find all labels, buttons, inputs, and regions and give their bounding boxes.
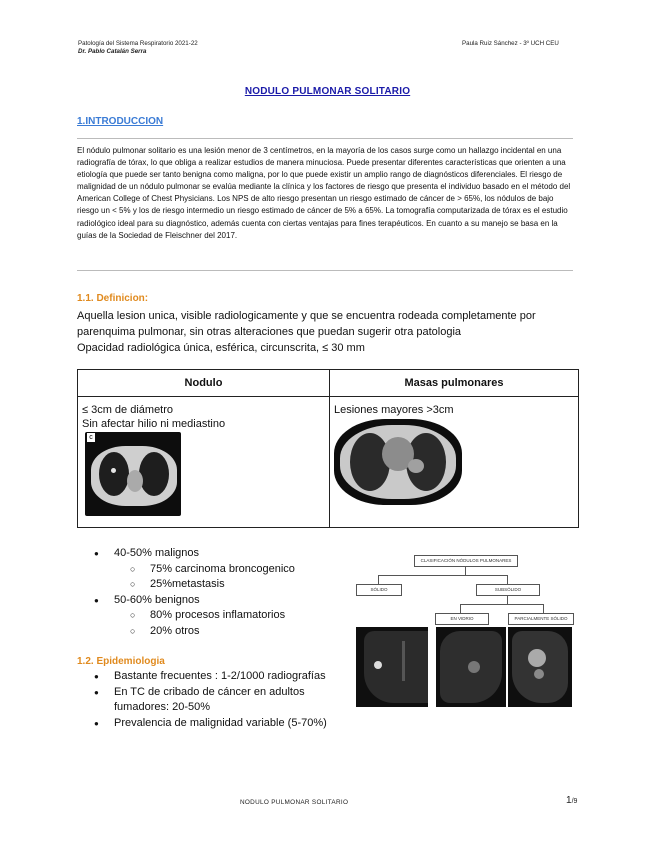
definition-line-2: Opacidad radiológica única, esférica, circunscrita, ≤ 30 mm	[77, 342, 365, 354]
diagram-subsolid-box: SUBSÓLIDO	[476, 584, 540, 596]
student-name: Paula Ruiz Sánchez - 3º UCH CEU	[462, 40, 559, 47]
list-item: ● 40-50% malignos	[92, 546, 352, 562]
list-item: ● Prevalencia de malignidad variable (5-70%)	[92, 716, 350, 732]
nodulo-location-text: Sin afectar hilio ni mediastino	[82, 418, 226, 430]
intro-paragraph: El nódulo pulmonar solitario es una lesión menor de 3 centímetros, en la mayoría de los casos surge como un hallazgo incidental en una radiografía de tórax, lo que obliga a realizar estudios de manera minuciosa. Puede presentar diferentes características que orienten a una etiología que puede ser tanto benigna como maligna, por lo que puede existir un amplio rango de diagnósticos diferenciales. El riesgo de malignidad de un nódulo pulmonar se evalúa mediante la clínica y los factores de riesgo que presenta el individuo basado en el método del American College of Chest Physicians. Los NPS de alto riesgo presentan un riesgo estimado de cáncer de > 65%, los nódulos de bajo riesgo un < 5% y los de riesgo intermedio un riesgo estimado de cáncer de 5% a 65%. La tomografía computarizada de tórax es el estudio radiológico ideal para su diagnóstico, además cuenta con ciertas ventajas para fines terapéuticos. En cuanto a su manejo se basa en la guías de la Sociedad de Fleischner del 2017.	[77, 146, 571, 240]
part-solid-ct-image	[508, 627, 572, 707]
intro-heading: 1.INTRODUCCION	[77, 116, 164, 127]
list-item: ○ 25%metastasis	[92, 577, 352, 593]
current-page: 1	[566, 795, 572, 806]
list-item: ● 50-60% benignos	[92, 593, 352, 609]
list-item: ● En TC de cribado de cáncer en adultos fumadores: 20-50%	[92, 685, 350, 716]
definition-heading: 1.1. Definicion:	[77, 293, 149, 304]
masas-size-text: Lesiones mayores >3cm	[334, 404, 454, 416]
solid-nodule-ct-image	[356, 627, 428, 707]
diagram-ground-glass-box: EN VIDRIO	[435, 613, 489, 625]
image-label: c	[87, 433, 95, 442]
list-item: ○ 80% procesos inflamatorios	[92, 608, 352, 624]
diagram-solid-box: SÓLIDO	[356, 584, 402, 596]
footer-title: NODULO PULMONAR SOLITARIO	[240, 799, 349, 806]
comparison-table	[77, 369, 579, 528]
definition-line-1: Aquella lesion unica, visible radiologicamente y que se encuentra rodeada completamente por parenquima pulmonar, sin otras alteraciones que puedan sugerir otra patologia	[77, 310, 536, 338]
stats-list	[92, 546, 352, 639]
course-name: Patología del Sistema Respiratorio 2021-22	[78, 40, 198, 47]
mass-ct-image	[334, 419, 462, 505]
divider	[77, 270, 573, 271]
page-title: NODULO PULMONAR SOLITARIO	[244, 86, 411, 97]
diagram-part-solid-box: PARCIALMENTE SÓLIDO	[508, 613, 574, 625]
table-cell-nodulo	[78, 397, 330, 528]
definition-text	[77, 308, 577, 356]
nodule-ct-image	[85, 432, 181, 516]
document-header-left	[78, 40, 198, 56]
page-number	[566, 795, 577, 806]
ground-glass-ct-image	[436, 627, 506, 707]
epidemiology-list	[92, 669, 350, 731]
nodulo-size-text: ≤ 3cm de diámetro	[82, 404, 174, 416]
diagram-root-box: CLASIFICACIÓN NÓDULOS PULMONARES	[414, 555, 518, 567]
total-pages: /9	[571, 798, 578, 805]
table-cell-masas	[330, 397, 579, 528]
list-item: ○ 20% otros	[92, 624, 352, 640]
epidemiology-heading: 1.2. Epidemiologia	[77, 656, 165, 667]
list-item: ○ 75% carcinoma broncogenico	[92, 562, 352, 578]
table-header-nodulo: Nodulo	[78, 370, 330, 397]
author-name: Dr. Pablo Catalán Serra	[78, 48, 147, 55]
list-item: ● Bastante frecuentes : 1-2/1000 radiografías	[92, 669, 350, 685]
table-header-masas: Masas pulmonares	[330, 370, 579, 397]
divider	[77, 138, 573, 139]
